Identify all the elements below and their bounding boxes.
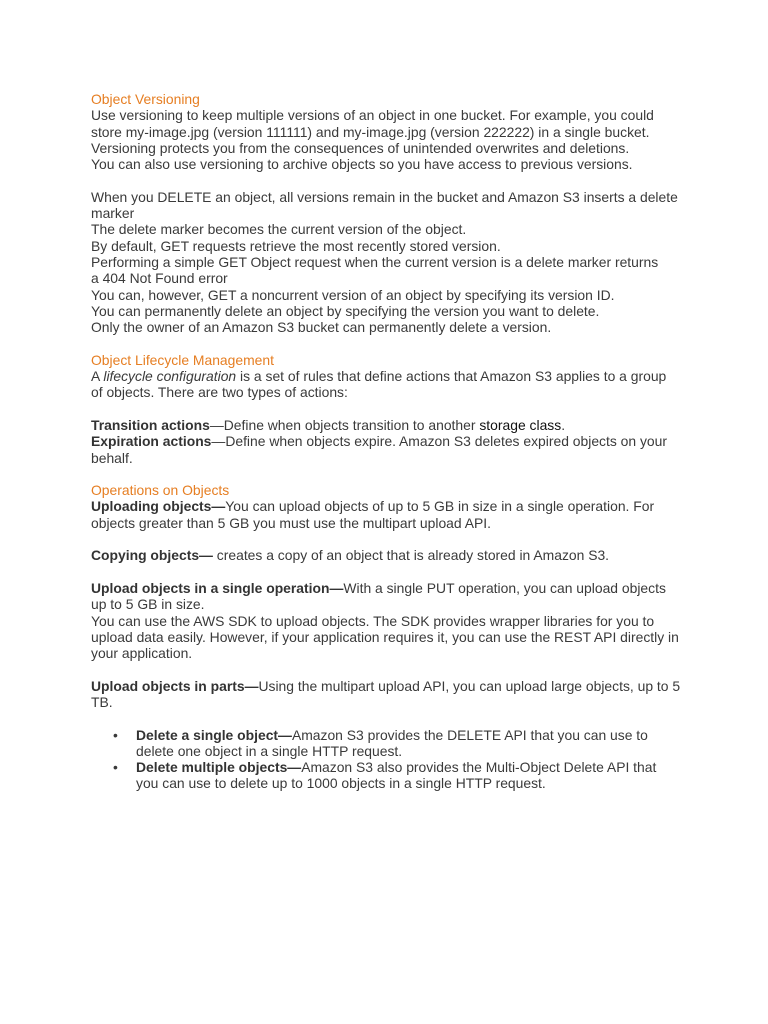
delete-line: By default, GET requests retrieve the most recently stored version.: [91, 237, 501, 254]
operations-heading: Operations on Objects: [91, 482, 230, 499]
bullet-text: Amazon S3 provides the DELETE API that you can use to: [291, 726, 648, 743]
uploading-term: Uploading objects—: [91, 498, 226, 515]
list-item: [91, 759, 691, 792]
versioning-line: store my-image.jpg (version 111111) and my-image.jpg (version 222222) in a single bucket.: [91, 123, 650, 140]
transition-actions: [91, 417, 691, 433]
uploading-line2: objects greater than 5 GB you must use the multipart upload API.: [91, 514, 491, 531]
single-term: Upload objects in a single operation—: [91, 579, 344, 596]
bullet-second-line: delete one object in a single HTTP request.: [136, 742, 403, 759]
delete-line: You can permanently delete an object by specifying the version you want to delete.: [91, 302, 600, 319]
expiration-line2: behalf.: [91, 449, 133, 466]
single-line5: your application.: [91, 645, 193, 662]
paragraph-gap: [91, 661, 691, 677]
bullet-term: Delete multiple objects—: [136, 759, 302, 776]
bullet-second-line: you can use to delete up to 1000 objects in a single HTTP request.: [136, 775, 546, 792]
paragraph-gap: [91, 172, 691, 188]
delete-line: The delete marker becomes the current version of the object.: [91, 221, 467, 238]
lifecycle-heading: Object Lifecycle Management: [91, 351, 274, 368]
transition-text: —Define when objects transition to another: [209, 416, 480, 433]
expiration-actions: [91, 433, 691, 449]
upload-parts: [91, 678, 691, 694]
bullet-icon: •: [113, 726, 118, 743]
expiration-text: —Define when objects expire. Amazon S3 deletes expired objects on your: [211, 433, 667, 450]
paragraph-gap: [91, 466, 691, 482]
bullet-icon: •: [113, 759, 118, 776]
delete-line: marker: [91, 205, 135, 222]
expiration-term: Expiration actions: [91, 433, 212, 450]
delete-bullet-list: [91, 727, 691, 792]
versioning-line: You can also use versioning to archive objects so you have access to previous versions.: [91, 156, 633, 173]
parts-text: Using the multipart upload API, you can upload large objects, up to 5: [258, 677, 681, 694]
paragraph-gap: [91, 564, 691, 580]
bullet-term: Delete a single object—: [136, 726, 292, 743]
parts-line2: TB.: [91, 693, 113, 710]
delete-line: You can, however, GET a noncurrent version of an object by specifying its version ID.: [91, 286, 615, 303]
storage-class-link[interactable]: storage class: [479, 416, 562, 433]
single-text: With a single PUT operation, you can upload objects: [343, 579, 666, 596]
versioning-line: Versioning protects you from the consequences of unintended overwrites and deletions.: [91, 139, 630, 156]
uploading-text: You can upload objects of up to 5 GB in size in a single operation. For: [225, 498, 655, 515]
delete-line: Performing a simple GET Object request when the current version is a delete marker returns: [91, 253, 659, 270]
copying-term: Copying objects—: [91, 547, 213, 564]
paragraph-gap: [91, 401, 691, 417]
list-item: [91, 727, 691, 760]
versioning-heading: Object Versioning: [91, 91, 200, 107]
single-operation: [91, 580, 691, 596]
paragraph-gap: [91, 335, 691, 351]
delete-line: Only the owner of an Amazon S3 bucket can permanently delete a version.: [91, 319, 552, 336]
paragraph-gap: [91, 531, 691, 547]
single-line2: up to 5 GB in size.: [91, 596, 205, 613]
transition-end: .: [561, 416, 566, 433]
lifecycle-intro: [91, 368, 691, 384]
single-line4: upload data easily. However, if your application requires it, you can use the REST API directly in: [91, 628, 679, 645]
delete-line: When you DELETE an object, all versions remain in the bucket and Amazon S3 inserts a delete: [91, 188, 678, 205]
bullet-text: Amazon S3 also provides the Multi-Object Delete API that: [301, 759, 657, 776]
uploading-objects: [91, 498, 691, 514]
copying-text: creates a copy of an object that is already stored in Amazon S3.: [212, 547, 610, 564]
document-page: [91, 91, 691, 792]
bullet-first-line: [136, 759, 691, 775]
bullet-first-line: [136, 727, 691, 743]
transition-term: Transition actions: [91, 416, 210, 433]
versioning-line: Use versioning to keep multiple versions of an object in one bucket. For example, you could: [91, 107, 654, 124]
lifecycle-intro-a: A: [91, 368, 104, 385]
paragraph-gap: [91, 710, 691, 726]
parts-term: Upload objects in parts—: [91, 677, 259, 694]
single-line3: You can use the AWS SDK to upload objects. The SDK provides wrapper libraries for you to: [91, 612, 655, 629]
delete-line: a 404 Not Found error: [91, 270, 228, 287]
lifecycle-intro-line2: of objects. There are two types of actions:: [91, 384, 348, 401]
copying-objects: [91, 547, 691, 563]
lifecycle-term: lifecycle configuration: [103, 368, 237, 385]
lifecycle-intro-b: is a set of rules that define actions that Amazon S3 applies to a group: [236, 368, 667, 385]
